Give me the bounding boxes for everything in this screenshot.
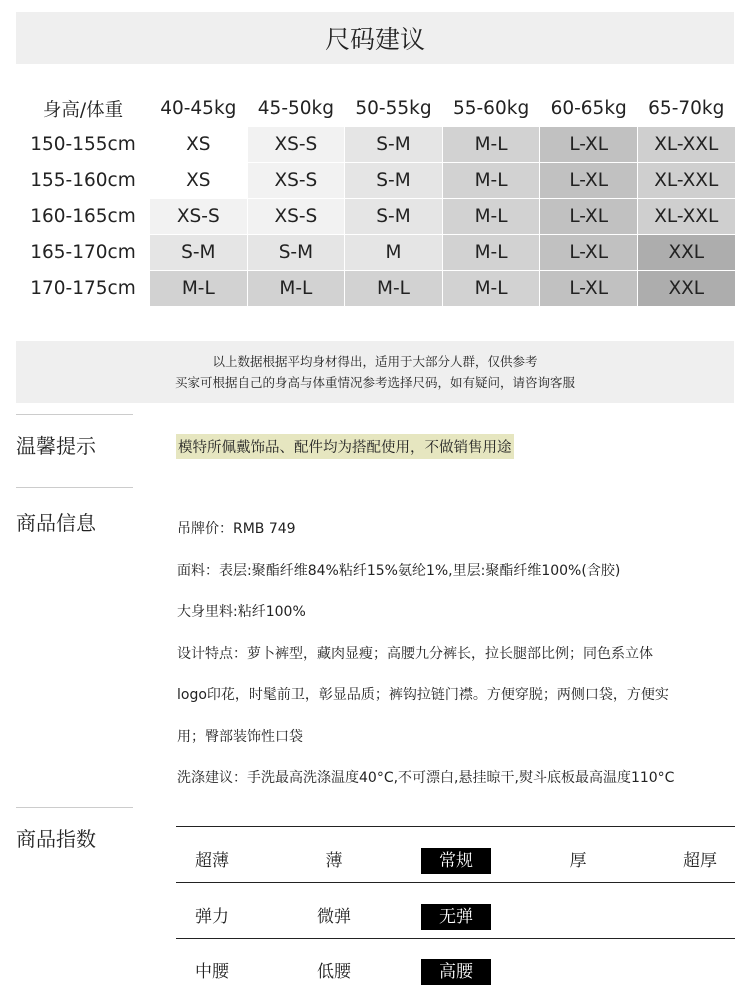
weight-header: 40-45kg	[150, 91, 248, 127]
corner-header: 身高/体重	[17, 91, 150, 127]
size-cell: L-XL	[540, 127, 638, 163]
index-option-thick: 厚	[569, 851, 587, 871]
info-line-design: 用；臀部装饰性口袋	[177, 729, 303, 745]
info-line-care: 洗涤建议：手洗最高洗涤温度40°C,不可漂白,悬挂晾干,熨斗底板最高温度110°C	[177, 770, 675, 786]
size-cell: S-M	[150, 235, 248, 271]
size-cell: XS-S	[247, 127, 345, 163]
section-divider	[16, 414, 133, 415]
height-label: 155-160cm	[17, 163, 150, 199]
index-option-mid-waist: 中腰	[195, 962, 229, 982]
index-option-no-stretch-selected: 无弹	[421, 904, 491, 930]
size-cell: M-L	[442, 199, 540, 235]
info-line-design: logo印花，时髦前卫，彰显品质；裤钩拉链门襟。方便穿脱；两侧口袋，方便实	[177, 687, 669, 703]
section-divider	[16, 807, 133, 808]
table-row	[17, 271, 736, 307]
height-label: 150-155cm	[17, 127, 150, 163]
index-divider	[176, 826, 735, 827]
weight-header: 65-70kg	[637, 91, 735, 127]
size-cell: L-XL	[540, 235, 638, 271]
size-cell: XS	[150, 163, 248, 199]
size-cell: M-L	[150, 271, 248, 307]
info-line-fabric: 面料：表层:聚酯纤维84%粘纤15%氨纶1%,里层:聚酯纤维100%(含胶)	[177, 563, 621, 579]
index-divider	[176, 882, 735, 883]
size-note	[16, 341, 734, 403]
tips-text: 模特所佩戴饰品、配件均为搭配使用，不做销售用途	[176, 434, 514, 459]
size-cell: L-XL	[540, 163, 638, 199]
size-cell: XL-XXL	[637, 127, 735, 163]
size-guide-title: 尺码建议	[16, 12, 734, 64]
index-option-ultra-thick: 超厚	[683, 851, 717, 871]
size-cell: XXL	[637, 271, 735, 307]
size-cell: S-M	[345, 199, 443, 235]
size-cell: XS-S	[150, 199, 248, 235]
table-row	[17, 163, 736, 199]
size-cell: M-L	[442, 235, 540, 271]
info-line-lining: 大身里料:粘纤100%	[177, 604, 306, 620]
size-cell: M-L	[442, 271, 540, 307]
info-line-design: 设计特点：萝卜裤型，藏肉显瘦；高腰九分裤长，拉长腿部比例；同色系立体	[177, 646, 653, 662]
index-divider	[176, 938, 735, 939]
size-cell: S-M	[247, 235, 345, 271]
table-row	[17, 235, 736, 271]
height-label: 170-175cm	[17, 271, 150, 307]
info-line-tag-price: 吊牌价：RMB 749	[177, 521, 296, 537]
height-label: 165-170cm	[17, 235, 150, 271]
weight-header: 50-55kg	[345, 91, 443, 127]
index-option-thin: 薄	[325, 851, 343, 871]
size-cell: XL-XXL	[637, 163, 735, 199]
size-cell: XS-S	[247, 163, 345, 199]
index-option-high-waist-selected: 高腰	[421, 959, 491, 985]
size-table	[16, 90, 736, 307]
size-cell: S-M	[345, 163, 443, 199]
section-divider	[16, 487, 133, 488]
size-cell: XXL	[637, 235, 735, 271]
size-cell: L-XL	[540, 271, 638, 307]
index-option-ultra-thin: 超薄	[195, 851, 229, 871]
table-row	[17, 199, 736, 235]
product-index-heading: 商品指数	[16, 827, 96, 851]
size-cell: L-XL	[540, 199, 638, 235]
size-cell: XL-XXL	[637, 199, 735, 235]
tips-heading: 温馨提示	[16, 434, 96, 458]
height-label: 160-165cm	[17, 199, 150, 235]
index-option-slight-stretch: 微弹	[317, 907, 351, 927]
size-cell: M-L	[345, 271, 443, 307]
size-table-header	[17, 91, 736, 127]
size-cell: XS	[150, 127, 248, 163]
size-cell: M-L	[247, 271, 345, 307]
size-cell: M	[345, 235, 443, 271]
weight-header: 45-50kg	[247, 91, 345, 127]
product-info-heading: 商品信息	[16, 511, 96, 535]
weight-header: 55-60kg	[442, 91, 540, 127]
table-row	[17, 127, 736, 163]
size-cell: M-L	[442, 127, 540, 163]
size-cell: M-L	[442, 163, 540, 199]
size-note-line: 买家可根据自己的身高与体重情况参考选择尺码，如有疑问，请咨询客服	[174, 375, 575, 390]
size-cell: S-M	[345, 127, 443, 163]
size-note-line: 以上数据根据平均身材得出，适用于大部分人群，仅供参考	[212, 354, 538, 369]
index-option-low-waist: 低腰	[317, 962, 351, 982]
weight-header: 60-65kg	[540, 91, 638, 127]
size-cell: XS-S	[247, 199, 345, 235]
index-option-regular-selected: 常规	[421, 848, 491, 874]
index-option-stretch: 弹力	[195, 907, 229, 927]
